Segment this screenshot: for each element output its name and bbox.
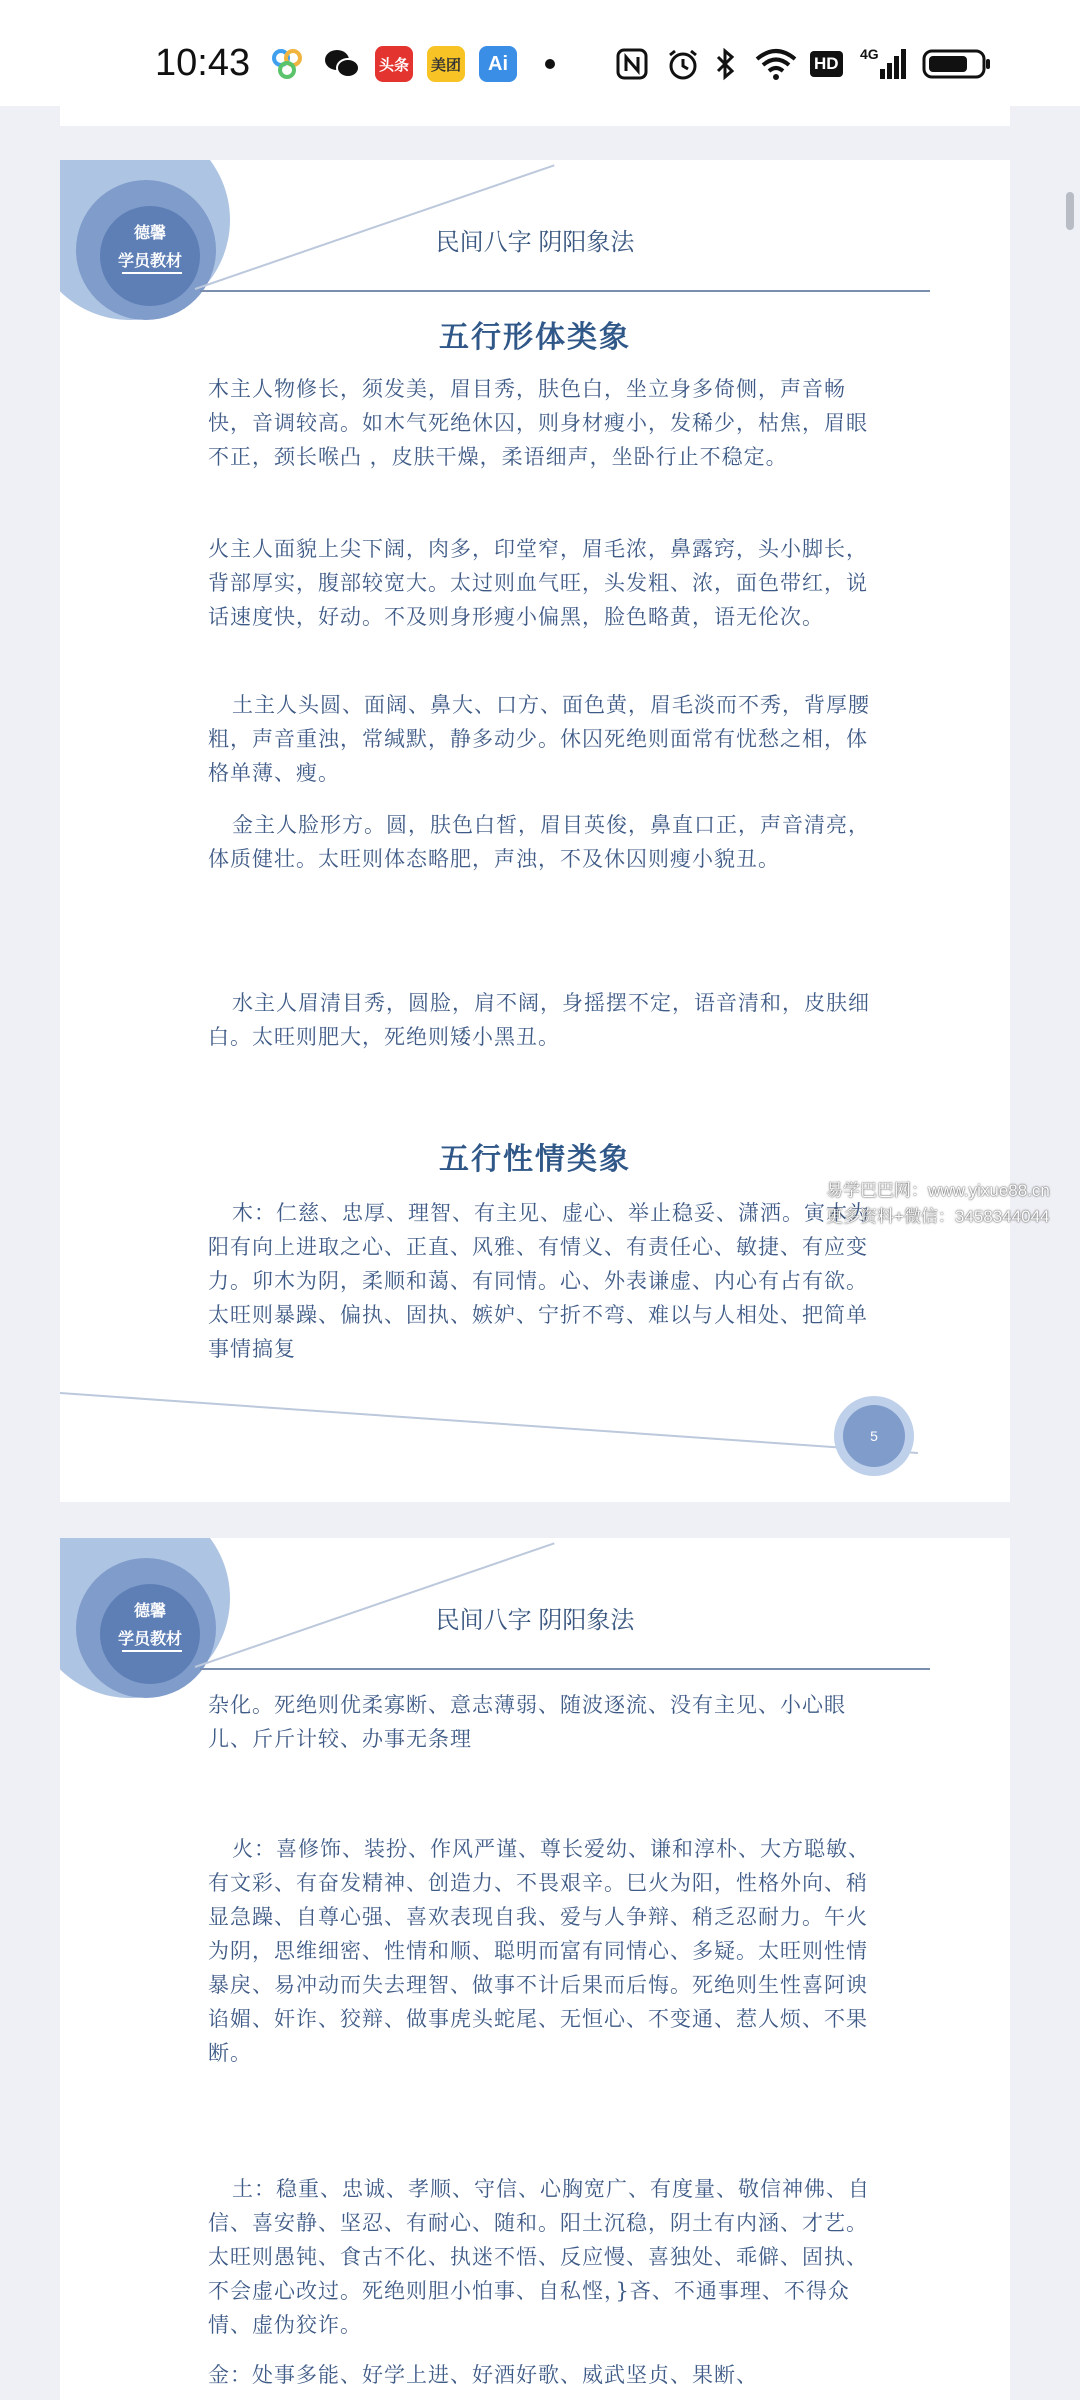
page-number: 5	[843, 1405, 905, 1467]
paragraph-metal-temperament: 金：处事多能、好学上进、好酒好歌、威武坚贞、果断、	[208, 2363, 758, 2387]
document-page-5	[60, 160, 1010, 1502]
watermark-line1: 易学巴巴网：www.yixue88.cn	[826, 1181, 1050, 1200]
badge-line1-p2: 德馨	[133, 1603, 166, 1620]
badge-underline-p2	[122, 1650, 182, 1652]
hd-network-icon	[810, 46, 843, 82]
meituan-icon: 美团	[427, 46, 465, 82]
toutiao-icon: 头条	[375, 46, 413, 82]
wechat-icon	[322, 46, 362, 82]
section-title-form: 五行形体类象	[439, 320, 631, 355]
wifi-icon	[754, 46, 798, 82]
ai-app-icon: Ai	[479, 46, 517, 82]
app-cluster-icon	[268, 46, 306, 82]
scrollbar[interactable]	[1066, 192, 1074, 230]
badge-line1: 德馨	[133, 225, 166, 242]
paragraph-wood-temperament: 木：仁慈、忠厚、理智、有主见、虚心、举止稳妥、潇洒。寅木为阳有向上进取之心、正直、风雅、有情义、有责任心、敏捷、有应变力。卯木为阴，柔顺和蔼、有同情。心、外表谦虚、内心有占有欲。太旺则暴躁、偏执、固执、嫉妒、宁折不弯、难以与人相处、把简单事情搞复	[208, 1201, 870, 1361]
paragraph-earth-form: 土主人头圆、面阔、鼻大、口方、面色黄，眉毛淡而不秀，背厚腰粗，声音重浊，常缄默，静多动少。休囚死绝则面常有忧愁之相，体格单薄、瘦。	[208, 693, 870, 785]
page-header-title-2: 民间八字 阴阳象法	[435, 1607, 635, 1634]
section-title-temperament: 五行性情类象	[439, 1142, 631, 1177]
paragraph-wood-continued: 杂化。死绝则优柔寡断、意志薄弱、随波逐流、没有主见、小心眼儿、斤斤计较、办事无条理	[208, 1693, 846, 1751]
paragraph-earth-temperament: 土：稳重、忠诚、孝顺、守信、心胸宽广、有度量、敬信神佛、自信、喜安静、坚忍、有耐心、随和。阳土沉稳，阴土有内涵、才艺。太旺则愚钝、食古不化、执迷不悟、反应慢、喜独处、乖僻、固执、不会虚心改过。死绝则胆小怕事、自私悭，}吝、不通事理、不得众情、虚伪狡诈。	[208, 2177, 870, 2337]
page-header-title: 民间八字 阴阳象法	[435, 229, 635, 256]
badge-underline	[122, 272, 182, 274]
battery-icon	[922, 46, 992, 82]
signal-label: 4G	[860, 46, 879, 62]
paragraph-fire-form: 火主人面貌上尖下阔，肉多，印堂窄，眉毛浓，鼻露窍，头小脚长，背部厚实，腹部较宽大。太过则血气旺，头发粗、浓，面色带红，说话速度快，好动。不及则身形瘦小偏黑，脸色略黄，语无伦次。	[208, 537, 868, 629]
document-page-6	[60, 1538, 1010, 2400]
header-rule-2	[200, 1668, 930, 1670]
header-rule	[200, 290, 930, 292]
paragraph-fire-temperament: 火：喜修饰、装扮、作风严谨、尊长爱幼、谦和淳朴、大方聪敏、有文彩、有奋发精神、创造力、不畏艰辛。巳火为阳，性格外向、稍显急躁、自尊心强、喜欢表现自我、爱与人争辩、稍乏忍耐力。午火为阴，思维细密、性情和顺、聪明而富有同情心、多疑。太旺则性情暴戾、易冲动而失去理智、做事不计后果而后悔。死绝则生性喜阿谀谄媚、奸诈、狡辩、做事虎头蛇尾、无恒心、不变通、惹人烦、不果断。	[208, 1837, 870, 2065]
bluetooth-icon	[714, 46, 738, 82]
footer-diagonal	[60, 1392, 918, 1454]
status-bar	[0, 0, 1080, 106]
status-time: 10:43	[155, 42, 251, 84]
previous-page-bottom	[60, 106, 1010, 126]
more-notifications-dot-icon	[540, 46, 560, 82]
paragraph-water-form: 水主人眉清目秀，圆脸，肩不阔，身摇摆不定，语音清和，皮肤细白。太旺则肥大，死绝则矮小黑丑。	[208, 991, 870, 1049]
nfc-icon	[615, 46, 649, 82]
badge-line2: 学员教材	[117, 253, 182, 270]
paragraph-metal-form: 金主人脸形方。圆，肤色白皙，眉目英俊，鼻直口正，声音清亮，体质健壮。太旺则体态略肥，声浊，不及休囚则瘦小貌丑。	[208, 813, 870, 871]
badge-line2-p2: 学员教材	[117, 1631, 182, 1648]
watermark-line2: 更多资料+微信：3458344044	[826, 1207, 1050, 1226]
paragraph-wood-form: 木主人物修长，须发美，眉目秀，肤色白，坐立身多倚侧，声音畅快，音调较高。如木气死绝休囚，则身材瘦小，发稀少，枯焦，眉眼不正，颈长喉凸 ，皮肤干燥，柔语细声，坐卧行止不稳定。	[208, 377, 868, 469]
hd-label: HD	[810, 51, 843, 77]
alarm-icon	[666, 46, 700, 82]
cell-signal-icon	[860, 46, 907, 82]
